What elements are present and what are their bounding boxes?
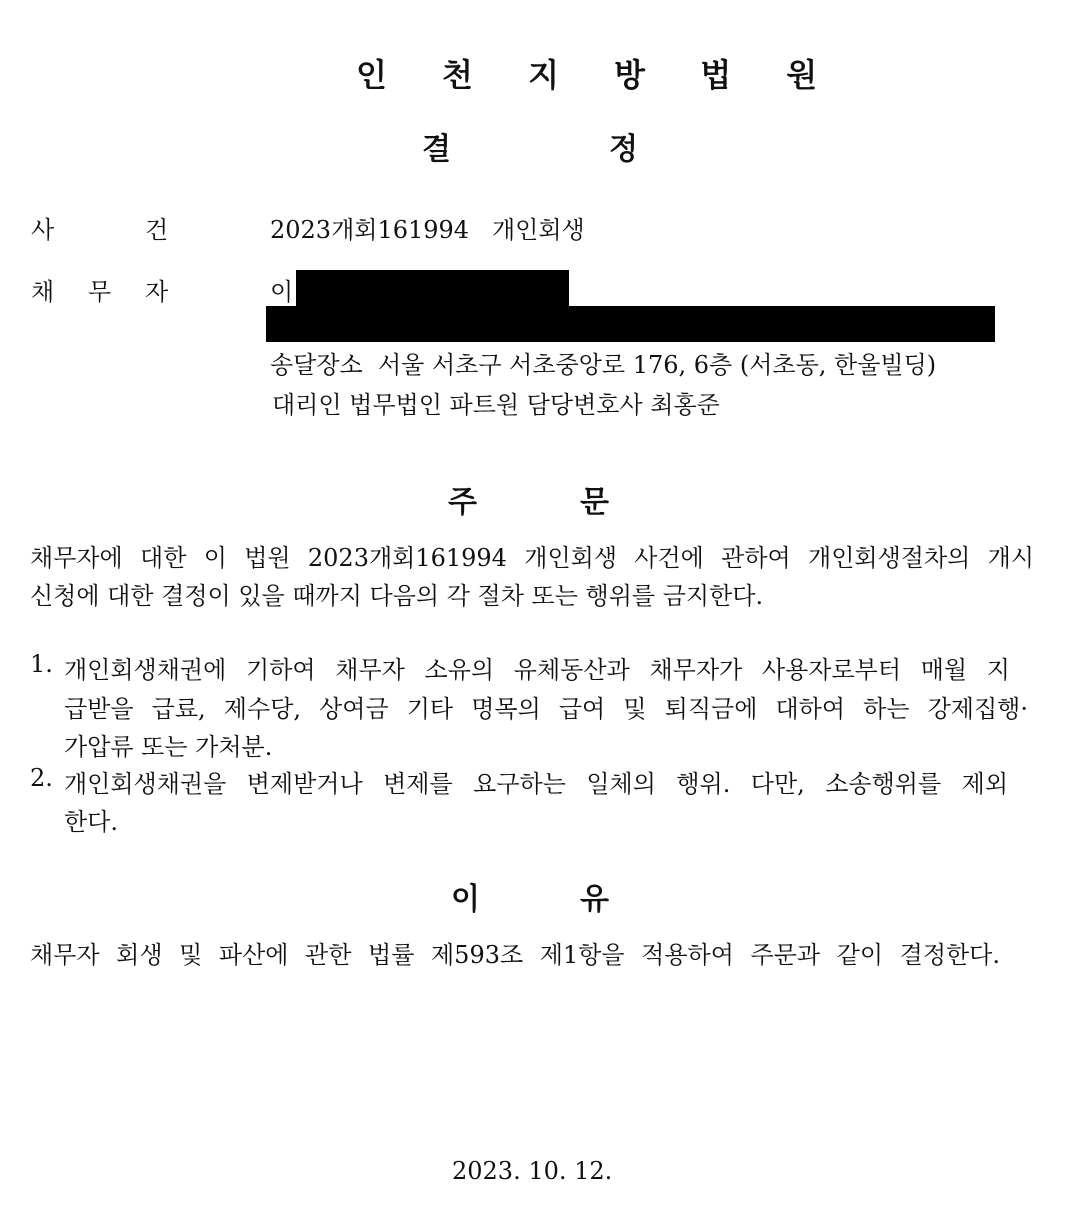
order-item-2-number: 2. xyxy=(30,764,53,792)
redaction-address xyxy=(266,306,995,342)
case-label-2: 건 xyxy=(145,216,169,244)
order-text-line-1: 채무자에 대한 이 법원 2023개회161994 개인회생 사건에 관하여 개인회생절차의 개시 xyxy=(30,544,1034,572)
order-item-1-line-1: 개인회생채권에 기하여 채무자 소유의 유체동산과 채무자가 사용자로부터 매월 지 xyxy=(64,656,1010,684)
debtor-label-2: 무 xyxy=(88,278,112,306)
court-name: 인 천 지 방 법 원 xyxy=(356,56,840,94)
order-heading-right: 문 xyxy=(580,485,609,520)
decision-date: 2023. 10. 12. xyxy=(452,1157,613,1185)
legal-agent: 대리인 법무법인 파트원 담당변호사 최홍준 xyxy=(272,391,720,419)
order-item-2-line-1: 개인회생채권을 변제받거나 변제를 요구하는 일체의 행위. 다만, 소송행위를 제외 xyxy=(64,770,1008,798)
order-heading-left: 주 xyxy=(448,485,477,520)
debtor-label-1: 채 xyxy=(31,278,55,306)
case-number: 2023개회161994 개인회생 xyxy=(270,216,585,244)
case-label-1: 사 xyxy=(31,216,55,244)
reason-heading-right: 유 xyxy=(580,882,609,917)
order-item-1-line-3: 가압류 또는 가처분. xyxy=(64,733,273,761)
doc-type-right: 정 xyxy=(609,132,638,167)
order-text-line-2: 신청에 대한 결정이 있을 때까지 다음의 각 절차 또는 행위를 금지한다. xyxy=(30,582,764,610)
reason-heading-left: 이 xyxy=(451,882,480,917)
doc-type-left: 결 xyxy=(422,132,451,167)
redaction-name xyxy=(296,270,569,306)
order-item-2-line-2: 한다. xyxy=(64,808,118,836)
service-address: 송달장소 서울 서초구 서초중앙로 176, 6층 (서초동, 한울빌딩) xyxy=(270,351,937,379)
reason-text: 채무자 회생 및 파산에 관한 법률 제593조 제1항을 적용하여 주문과 같이 결정한다. xyxy=(30,941,1000,969)
debtor-name: 이 xyxy=(270,278,294,306)
order-item-1-line-2: 급받을 급료, 제수당, 상여금 기타 명목의 급여 및 퇴직금에 대하여 하는 강제집행· xyxy=(64,695,1028,723)
order-item-1-number: 1. xyxy=(30,650,53,678)
debtor-label-3: 자 xyxy=(145,278,169,306)
